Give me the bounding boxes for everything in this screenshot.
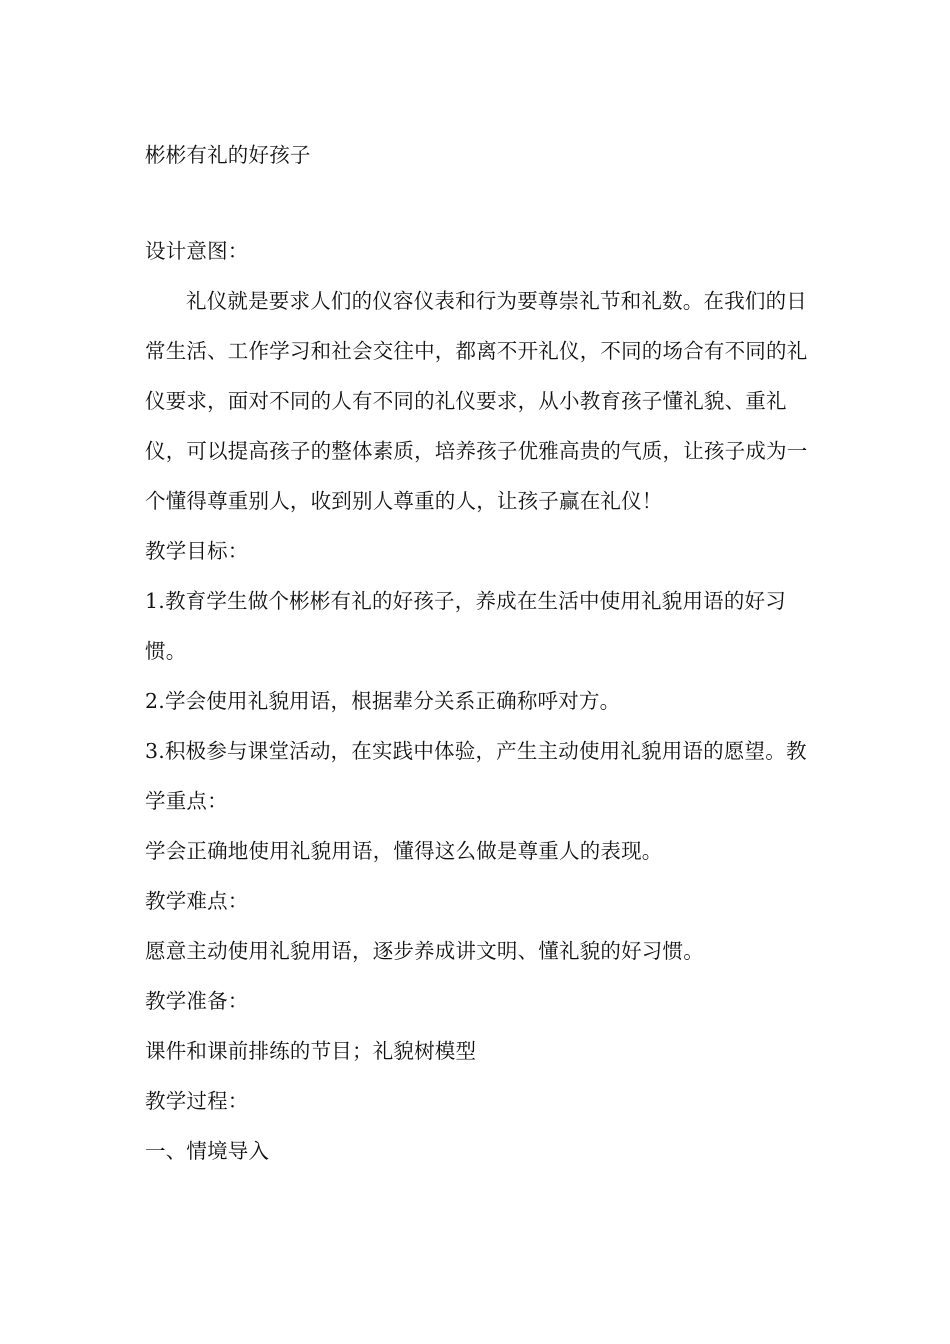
teaching-goal-1: 1.教育学生做个彬彬有礼的好孩子，养成在生活中使用礼貌用语的好习惯。 <box>145 589 786 663</box>
section-1-heading: 一、情境导入 <box>145 1139 270 1163</box>
preparation-text: 课件和课前排练的节目；礼貌树模型 <box>145 1039 477 1063</box>
design-intent-paragraph: 礼仪就是要求人们的仪容仪表和行为要尊崇礼节和礼数。在我们的日常生活、工作学习和社会交往中，都离不开礼仪，不同的场合有不同的礼仪要求，面对不同的人有不同的礼仪要求，从小教育孩子懂礼貌、重礼仪，可以提高孩子的整体素质，培养孩子优雅高贵的气质，让孩子成为一个懂得尊重别人，收到别人尊重的人，让孩子赢在礼仪！ <box>145 289 808 513</box>
design-intent-heading: 设计意图： <box>145 239 249 263</box>
difficulty-heading: 教学难点： <box>145 889 249 913</box>
teaching-goal-3: 3.积极参与课堂活动，在实践中体验，产生主动使用礼貌用语的愿望。教学重点： <box>145 739 807 813</box>
teaching-goals-heading: 教学目标： <box>145 539 249 563</box>
difficulty-text: 愿意主动使用礼貌用语，逐步养成讲文明、懂礼貌的好习惯。 <box>145 939 704 963</box>
preparation-heading: 教学准备： <box>145 989 249 1013</box>
document-content <box>145 130 810 1176</box>
key-point-text: 学会正确地使用礼貌用语，懂得这么做是尊重人的表现。 <box>145 839 663 863</box>
document-title: 彬彬有礼的好孩子 <box>145 143 311 167</box>
teaching-goal-2: 2.学会使用礼貌用语，根据辈分关系正确称呼对方。 <box>145 689 621 713</box>
teaching-process-heading: 教学过程： <box>145 1089 249 1113</box>
